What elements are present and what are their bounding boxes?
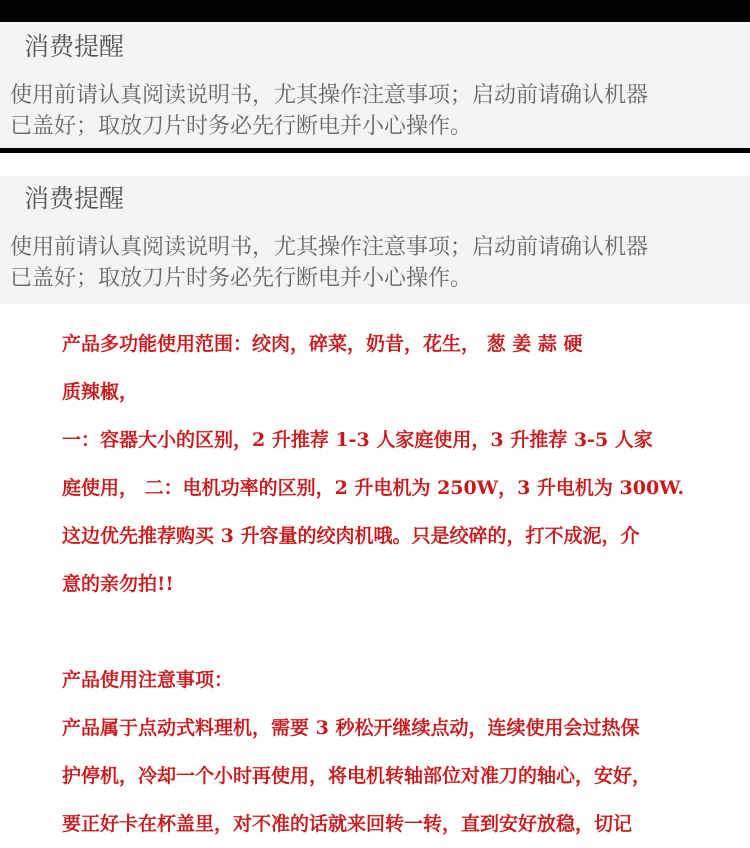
product-line: 产品多功能使用范围：绞肉，碎菜，奶昔，花生， 葱 姜 蒜 硬 xyxy=(62,333,583,355)
paragraph-spacer xyxy=(62,608,722,656)
section-gap xyxy=(0,153,750,176)
notes-heading: 产品使用注意事项： xyxy=(62,669,234,691)
notes-line: 要正好卡在杯盖里，对不准的话就来回转一转，直到安好放稳，切记 xyxy=(62,813,633,835)
notice-title: 消费提醒 xyxy=(24,184,125,213)
notice-line: 使用前请认真阅读说明书，尤其操作注意事项；启动前请确认机器 xyxy=(10,83,649,108)
notice-body xyxy=(10,80,745,142)
product-line: 一：容器大小的区别，2 升推荐 1-3 人家庭使用，3 升推荐 3-5 人家 xyxy=(62,429,653,451)
consumer-notice-2 xyxy=(0,176,750,304)
notice-line: 使用前请认真阅读说明书，尤其操作注意事项；启动前请确认机器 xyxy=(10,235,649,260)
notice-line: 已盖好；取放刀片时务必先行断电并小心操作。 xyxy=(10,114,473,139)
product-line: 质辣椒， xyxy=(62,381,139,403)
product-line: 意的亲勿拍!! xyxy=(62,573,174,595)
product-line: 庭使用， 二：电机功率的区别，2 升电机为 250W，3 升电机为 300W. xyxy=(62,477,685,499)
product-description xyxy=(62,320,722,848)
notice-line: 已盖好；取放刀片时务必先行断电并小心操作。 xyxy=(10,266,473,291)
consumer-notice-1 xyxy=(0,22,750,148)
notice-body xyxy=(10,232,745,294)
notes-line: 护停机，冷却一个小时再使用，将电机转轴部位对准刀的轴心，安好， xyxy=(62,765,652,787)
notes-line: 产品属于点动式料理机，需要 3 秒松开继续点动，连续使用会过热保 xyxy=(62,717,640,739)
product-line: 这边优先推荐购买 3 升容量的绞肉机哦。只是绞碎的，打不成泥，介 xyxy=(62,525,640,547)
top-black-bar xyxy=(0,0,750,22)
notice-title: 消费提醒 xyxy=(24,32,125,61)
